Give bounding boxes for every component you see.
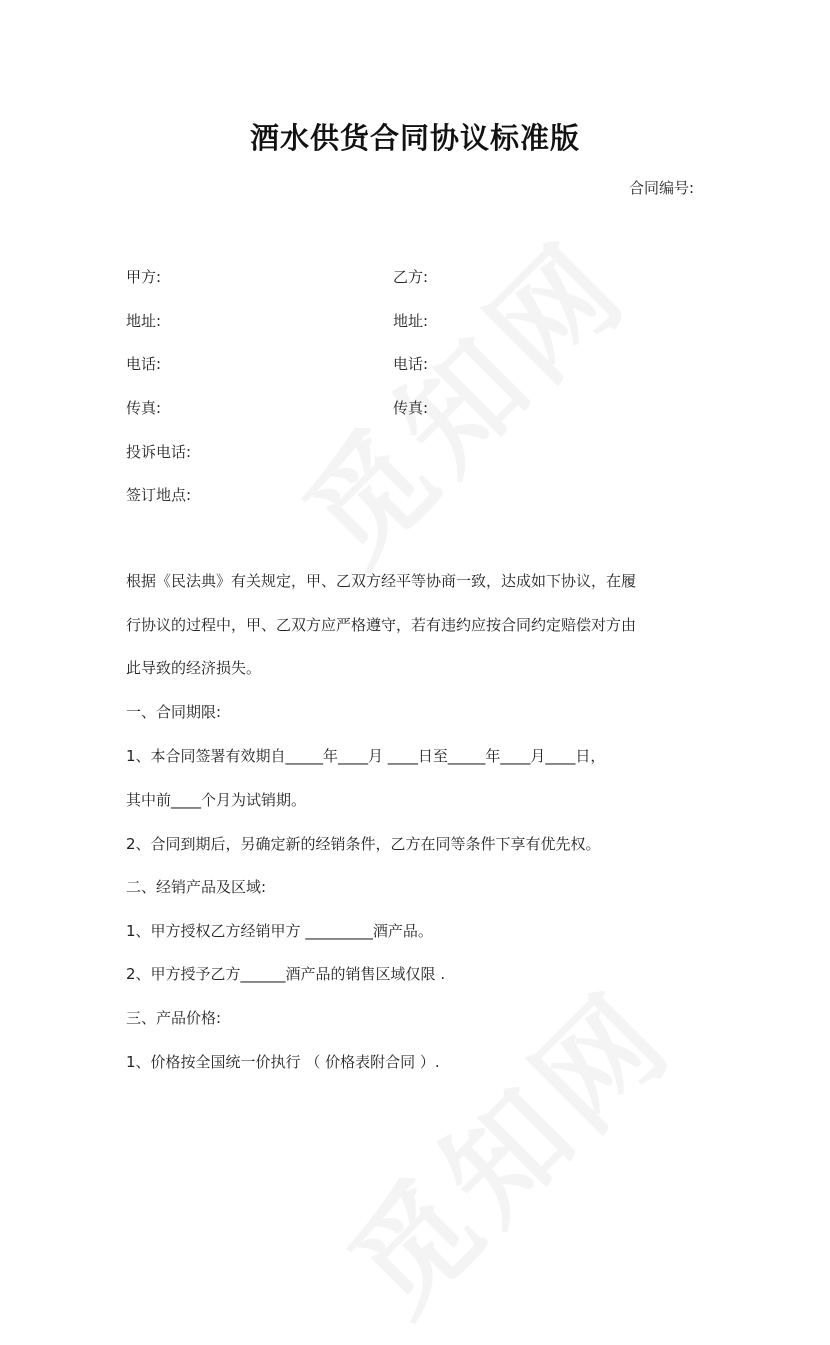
complaint-phone-label: 投诉电话: <box>126 443 192 461</box>
clause-text: 1、甲方授权乙方经销甲方 _________酒产品。 <box>126 922 433 940</box>
clause-text: 2、甲方授予乙方______酒产品的销售区域仅限 . <box>126 965 446 983</box>
section-heading: 一、合同期限: <box>126 703 222 721</box>
watermark <box>261 197 658 594</box>
party-a-name-label: 甲方: <box>126 268 162 286</box>
party-b-phone-label: 电话: <box>393 355 429 373</box>
party-b-name-label: 乙方: <box>393 268 429 286</box>
party-a-fax-label: 传真: <box>126 399 162 417</box>
party-a-phone-label: 电话: <box>126 355 162 373</box>
party-a-address-label: 地址: <box>126 312 162 330</box>
intro-paragraph-line: 此导致的经济损失。 <box>126 659 262 677</box>
contract-number-label: 合同编号: <box>628 179 694 197</box>
party-b-fax-label: 传真: <box>393 399 429 417</box>
signing-place-label: 签订地点: <box>126 486 192 504</box>
intro-paragraph-line: 根据《民法典》有关规定，甲、乙双方经平等协商一致，达成如下协议，在履 <box>126 572 637 590</box>
section-heading: 三、产品价格: <box>126 1009 222 1027</box>
section-heading: 二、经销产品及区域: <box>126 878 267 896</box>
intro-paragraph-line: 行协议的过程中，甲、乙双方应严格遵守，若有违约应按合同约定赔偿对方由 <box>126 616 637 634</box>
clause-text: 其中前____个月为试销期。 <box>126 791 307 809</box>
clause-text: 1、本合同签署有效期自_____年____月 ____日至_____年____月____日， <box>126 747 606 765</box>
clause-text: 1、价格按全国统一价执行 （ 价格表附合同 ）. <box>126 1053 440 1071</box>
clause-text: 2、合同到期后，另确定新的经销条件，乙方在同等条件下享有优先权。 <box>126 835 601 853</box>
party-b-address-label: 地址: <box>393 312 429 330</box>
document-title: 酒水供货合同协议标准版 <box>249 121 580 155</box>
